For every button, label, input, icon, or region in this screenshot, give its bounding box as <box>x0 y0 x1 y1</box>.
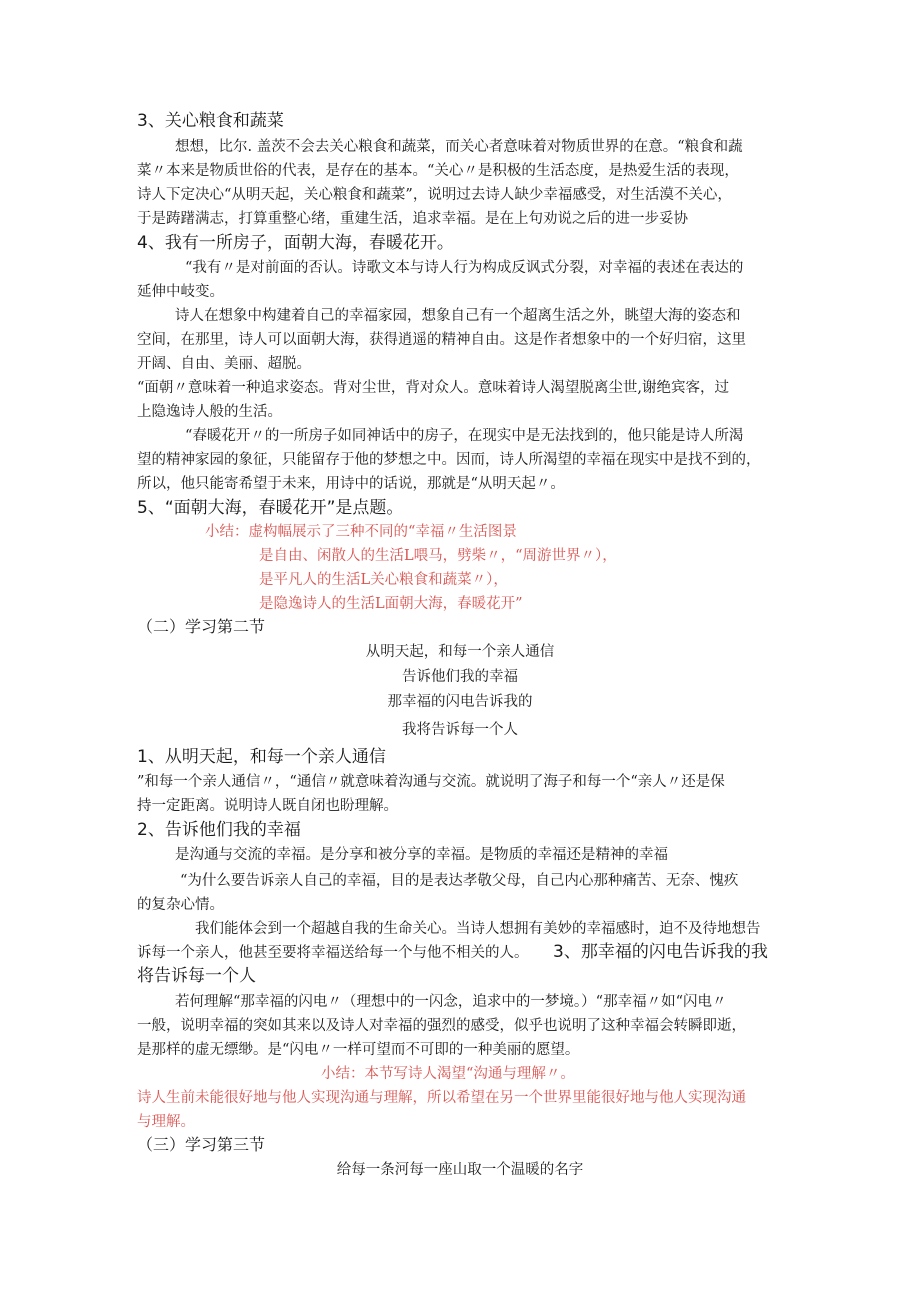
paragraph-line: “面朝〃意味着一种追求姿态。背对尘世，背对众人。意味着诗人渴望脱离尘世,谢绝宾客，过 <box>137 380 730 396</box>
summary-line: 是自由、闲散人的生活L喂马，劈柴〃，“周游世界〃）， <box>259 548 617 564</box>
paragraph-line: 持一定距离。说明诗人既自闭也盼理解。 <box>137 798 398 814</box>
paragraph-line: 诉每一个亲人，他甚至要将幸福送给每一个与他不相关的人。 <box>137 945 529 961</box>
paragraph-line: 上隐逸诗人般的生活。 <box>137 404 282 420</box>
paragraph-line: 想想，比尔. 盖茨不会去关心粮食和蔬菜，而关心者意味着对物质世界的在意。“粮食和蔬 <box>175 139 743 155</box>
paragraph-line: 一般，说明幸福的突如其来以及诗人对幸福的强烈的感受，似乎也说明了这种幸福会转瞬即逝， <box>137 1018 746 1034</box>
paragraph-line: 是沟通与交流的幸福。是分享和被分享的幸福。是物质的幸福还是精神的幸福 <box>175 847 668 863</box>
paragraph-line: 诗人在想象中构建着自己的幸福家园，想象自己有一个超离生活之外，眺望大海的姿态和 <box>175 308 741 324</box>
paragraph-line: 是那样的虚无缥缈。是“闪电〃一样可望而不可即的一种美丽的愿望。 <box>137 1042 580 1058</box>
poem-line: 那幸福的闪电告诉我的 <box>387 694 533 710</box>
summary-line: 与理解。 <box>137 1114 195 1130</box>
paragraph-line: 空间，在那里，诗人可以面朝大海，获得逍遥的精神自由。这是作者想象中的一个好归宿，这里 <box>137 332 746 348</box>
poem-line: 告诉他们我的幸福 <box>402 669 518 685</box>
paragraph-line: ”和每一个亲人通信〃，“通信〃就意味着沟通与交流。就说明了海子和每一个“亲人〃还是保 <box>137 774 725 790</box>
summary-line: 诗人生前未能很好地与他人实现沟通与理解，所以希望在另一个世界里能很好地与他人实现沟通 <box>137 1090 746 1106</box>
poem-line: 给每一条河每一座山取一个温暖的名字 <box>336 1162 584 1178</box>
heading-4: 4、我有一所房子，面朝大海，春暖花开。 <box>137 233 454 253</box>
paragraph-line: 菜〃本来是物质世俗的代表，是存在的基本。“关心〃是积极的生活态度，是热爱生活的表现， <box>137 163 739 179</box>
paragraph-line: 望的精神家园的象征，只能留存于他的梦想之中。因而，诗人所渴望的幸福在现实中是找不到的， <box>137 452 761 468</box>
poem-line: 从明天起，和每一个亲人通信 <box>365 644 555 660</box>
paragraph-line: 于是踌躇满志，打算重整心绪，重建生活，追求幸福。是在上句劝说之后的进一步妥协 <box>137 211 688 227</box>
heading-1: 1、从明天起，和每一个亲人通信 <box>137 747 386 767</box>
heading-3-inline: 3、那幸福的闪电告诉我的我 <box>553 942 768 962</box>
summary-line: 是平凡人的生活L关心粮食和蔬菜〃）， <box>259 572 508 588</box>
paragraph-line: 的复杂心情。 <box>137 897 224 913</box>
summary-line: 小结：本节写诗人渴望“沟通与理解〃。 <box>321 1066 575 1082</box>
paragraph-line: 所以，他只能寄希望于未来，用诗中的话说，那就是“从明天起〃。 <box>137 476 565 492</box>
paragraph-line: 诗人下定决心“从明天起，关心粮食和蔬菜”，说明过去诗人缺少幸福感受，对生活漠不关心， <box>137 187 732 203</box>
heading-3-continued: 将告诉每一个人 <box>137 966 256 986</box>
section-heading-2: （二）学习第二节 <box>137 617 266 636</box>
heading-2: 2、告诉他们我的幸福 <box>137 820 301 840</box>
paragraph-line: “为什么要告诉亲人自己的幸福，目的是表达孝敬父母，自己内心那种痛苦、无奈、愧疚 <box>180 873 739 889</box>
heading-5: 5、“面朝大海，春暖花开”是点题。 <box>137 498 404 518</box>
paragraph-line: 我们能体会到一个超越自我的生命关心。当诗人想拥有美妙的幸福感时，迫不及待地想告 <box>195 921 761 937</box>
poem-line: 我将告诉每一个人 <box>402 722 518 738</box>
summary-line: 小结：虚构幅展示了三种不同的“幸福〃生活图景 <box>205 524 517 540</box>
paragraph-line: 延伸中岐变。 <box>137 284 224 300</box>
paragraph-line: 开阔、自由、美丽、超脱。 <box>137 356 311 372</box>
paragraph-line: 若何理解“那幸福的闪电〃（理想中的一闪念，追求中的一梦境。）“那幸福〃如“闪电〃 <box>175 994 727 1010</box>
heading-3: 3、关心粮食和蔬菜 <box>137 111 284 131</box>
section-heading-3: （三）学习第三节 <box>137 1135 266 1154</box>
paragraph-line: “我有〃是对前面的否认。诗歌文本与诗人行为构成反讽式分裂，对幸福的表述在表达的 <box>185 260 744 276</box>
paragraph-line: “春暖花开〃的一所房子如同神话中的房子，在现实中是无法找到的，他只能是诗人所渴 <box>185 428 744 444</box>
summary-line: 是隐逸诗人的生活L面朝大海，春暖花开” <box>259 596 523 612</box>
